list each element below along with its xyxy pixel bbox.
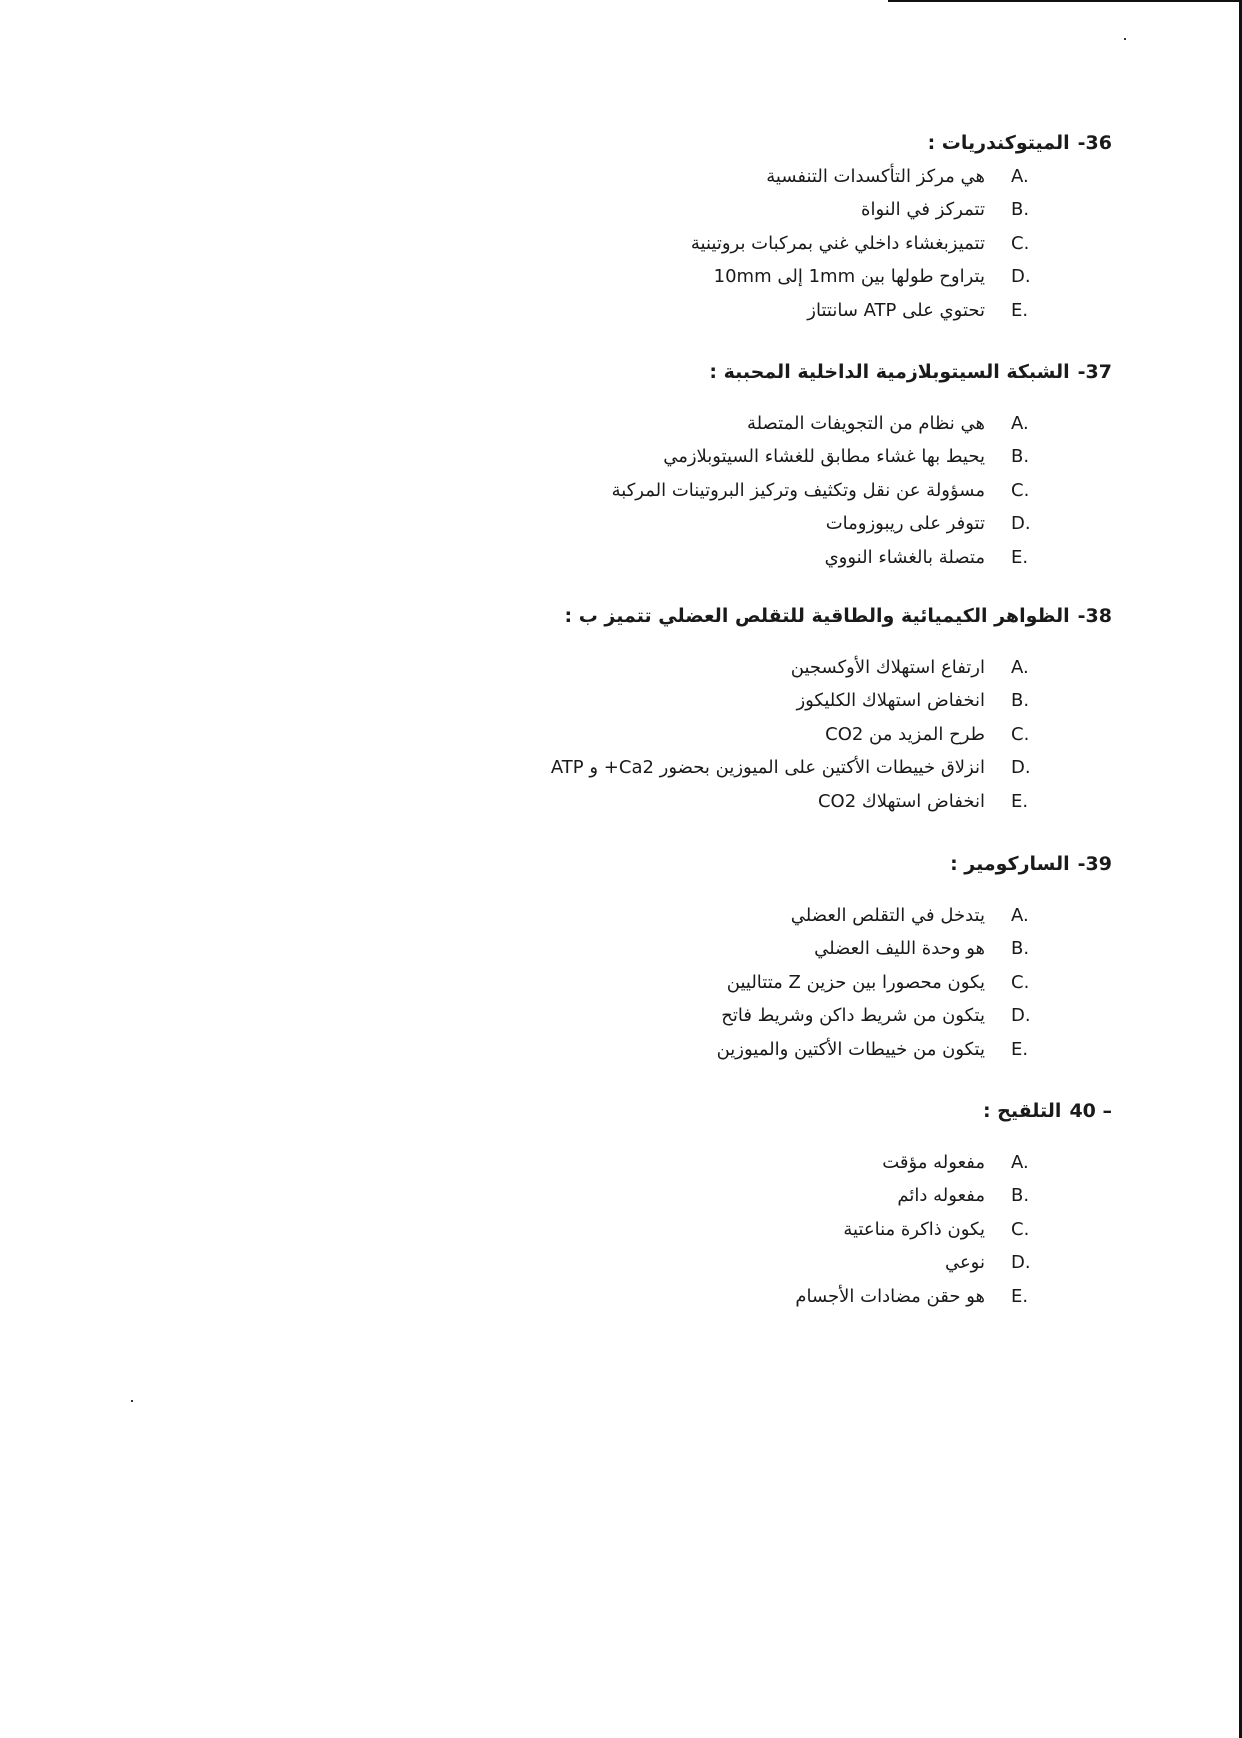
option-letter: E. xyxy=(1011,1038,1029,1060)
option-text: ارتفاع استهلاك الأوكسجين xyxy=(790,657,985,678)
option-text: تتمركز في النواة xyxy=(861,199,985,221)
option-text: يكون محصورا بين حزين Z متتاليين xyxy=(726,971,985,993)
question-title xyxy=(565,605,1112,627)
question-39 xyxy=(950,853,1112,875)
question-38 xyxy=(565,605,1112,627)
option-letter: D. xyxy=(1011,1252,1031,1274)
question-number: -36 xyxy=(1077,132,1112,154)
option-letter: C. xyxy=(1011,232,1030,254)
option-text: مفعوله دائم xyxy=(897,1185,985,1207)
option-e xyxy=(551,791,1037,824)
option-text: يتكون من خييطات الأكتين والميوزين xyxy=(716,1038,985,1060)
option-text: يكون ذاكرة مناعتية xyxy=(843,1218,985,1240)
question-title xyxy=(928,132,1112,154)
option-d xyxy=(691,266,1037,299)
option-c xyxy=(795,1219,1037,1252)
option-d xyxy=(795,1252,1037,1285)
option-letter: D. xyxy=(1011,757,1031,779)
scan-speck xyxy=(1124,38,1126,40)
question-number: -38 xyxy=(1077,605,1112,627)
question-number: -37 xyxy=(1077,361,1112,383)
option-b xyxy=(717,938,1037,971)
option-e xyxy=(691,300,1037,333)
option-letter: A. xyxy=(1011,413,1029,434)
question-text: الظواهر الكيميائية والطاقية للتقلص العضلي تتميز ب : xyxy=(564,605,1070,627)
option-c xyxy=(612,480,1037,513)
option-b xyxy=(612,446,1037,479)
option-text: يتدخل في التقلص العضلي xyxy=(790,905,985,926)
question-40 xyxy=(983,1100,1112,1122)
option-letter: A. xyxy=(1011,166,1029,187)
options-40 xyxy=(795,1152,1037,1319)
option-b xyxy=(551,690,1037,723)
option-a xyxy=(795,1152,1037,1185)
option-letter: B. xyxy=(1011,690,1030,712)
question-37 xyxy=(709,361,1112,383)
option-text: هو وحدة الليف العضلي xyxy=(814,938,985,960)
scan-border-top xyxy=(888,0,1242,2)
option-letter: E. xyxy=(1011,299,1029,321)
option-a xyxy=(691,166,1037,199)
option-letter: D. xyxy=(1011,513,1031,535)
option-letter: B. xyxy=(1011,938,1030,960)
option-text: يتكون من شريط داكن وشريط فاتح xyxy=(721,1005,985,1027)
question-title xyxy=(709,361,1112,383)
option-letter: E. xyxy=(1011,1285,1029,1307)
option-letter: C. xyxy=(1011,1218,1030,1240)
option-text: يتراوح طولها بين 1mm إلى 10mm xyxy=(713,266,985,288)
option-letter: A. xyxy=(1011,905,1029,926)
option-text: مفعوله مؤقت xyxy=(882,1152,985,1173)
option-e xyxy=(717,1039,1037,1072)
option-a xyxy=(612,413,1037,446)
option-c xyxy=(551,724,1037,757)
option-letter: B. xyxy=(1011,446,1030,468)
options-39 xyxy=(717,905,1037,1072)
option-letter: C. xyxy=(1011,971,1030,993)
option-text: تحتوي على ATP سانتتاز xyxy=(807,299,985,321)
option-a xyxy=(551,657,1037,690)
option-text: هي مركز التأكسدات التنفسية xyxy=(766,166,985,187)
option-d xyxy=(717,1005,1037,1038)
option-text: مسؤولة عن نقل وتكثيف وتركيز البروتينات المركبة xyxy=(611,479,985,501)
option-text: يحيط بها غشاء مطابق للغشاء السيتوبلازمي xyxy=(663,446,985,468)
option-text: طرح المزيد من CO2 xyxy=(825,723,985,745)
option-text: انخفاض استهلاك CO2 xyxy=(817,790,985,812)
option-letter: C. xyxy=(1011,723,1030,745)
question-text: التلقيح : xyxy=(982,1100,1062,1122)
option-b xyxy=(691,199,1037,232)
option-letter: D. xyxy=(1011,266,1031,288)
option-text: تتميزبغشاء داخلي غني بمركبات بروتينية xyxy=(690,232,985,254)
option-c xyxy=(717,972,1037,1005)
question-text: الشبكة السيتوبلازمية الداخلية المحببة : xyxy=(709,361,1070,383)
option-letter: A. xyxy=(1011,657,1029,678)
options-37 xyxy=(612,413,1037,580)
option-letter: E. xyxy=(1011,546,1029,568)
option-text: نوعي xyxy=(944,1252,985,1274)
option-text: هي نظام من التجويفات المتصلة xyxy=(746,413,985,434)
question-text: الساركومير : xyxy=(950,853,1070,875)
option-letter: B. xyxy=(1011,1185,1030,1207)
option-letter: D. xyxy=(1011,1005,1031,1027)
question-title xyxy=(983,1100,1112,1122)
question-number: 40 – xyxy=(1069,1100,1112,1122)
question-36 xyxy=(928,132,1112,154)
option-letter: C. xyxy=(1011,479,1030,501)
question-number: -39 xyxy=(1077,853,1112,875)
question-text: الميتوكندريات : xyxy=(927,132,1070,154)
option-text: انخفاض استهلاك الكليكوز xyxy=(796,690,985,712)
option-text: انزلاق خييطات الأكتين على الميوزين بحضور Ca2+ و ATP xyxy=(550,757,985,779)
options-38 xyxy=(551,657,1037,824)
option-letter: A. xyxy=(1011,1152,1029,1173)
option-d xyxy=(551,757,1037,790)
option-letter: E. xyxy=(1011,790,1029,812)
option-e xyxy=(612,547,1037,580)
question-title xyxy=(950,853,1112,875)
option-c xyxy=(691,233,1037,266)
option-letter: B. xyxy=(1011,199,1030,221)
scan-speck xyxy=(131,1400,133,1402)
option-text: تتوفر على ريبوزومات xyxy=(825,513,985,535)
option-text: هو حقن مضادات الأجسام xyxy=(795,1285,985,1307)
option-e xyxy=(795,1286,1037,1319)
options-36 xyxy=(691,166,1037,333)
option-b xyxy=(795,1185,1037,1218)
option-a xyxy=(717,905,1037,938)
option-d xyxy=(612,513,1037,546)
option-text: متصلة بالغشاء النووي xyxy=(824,546,985,568)
